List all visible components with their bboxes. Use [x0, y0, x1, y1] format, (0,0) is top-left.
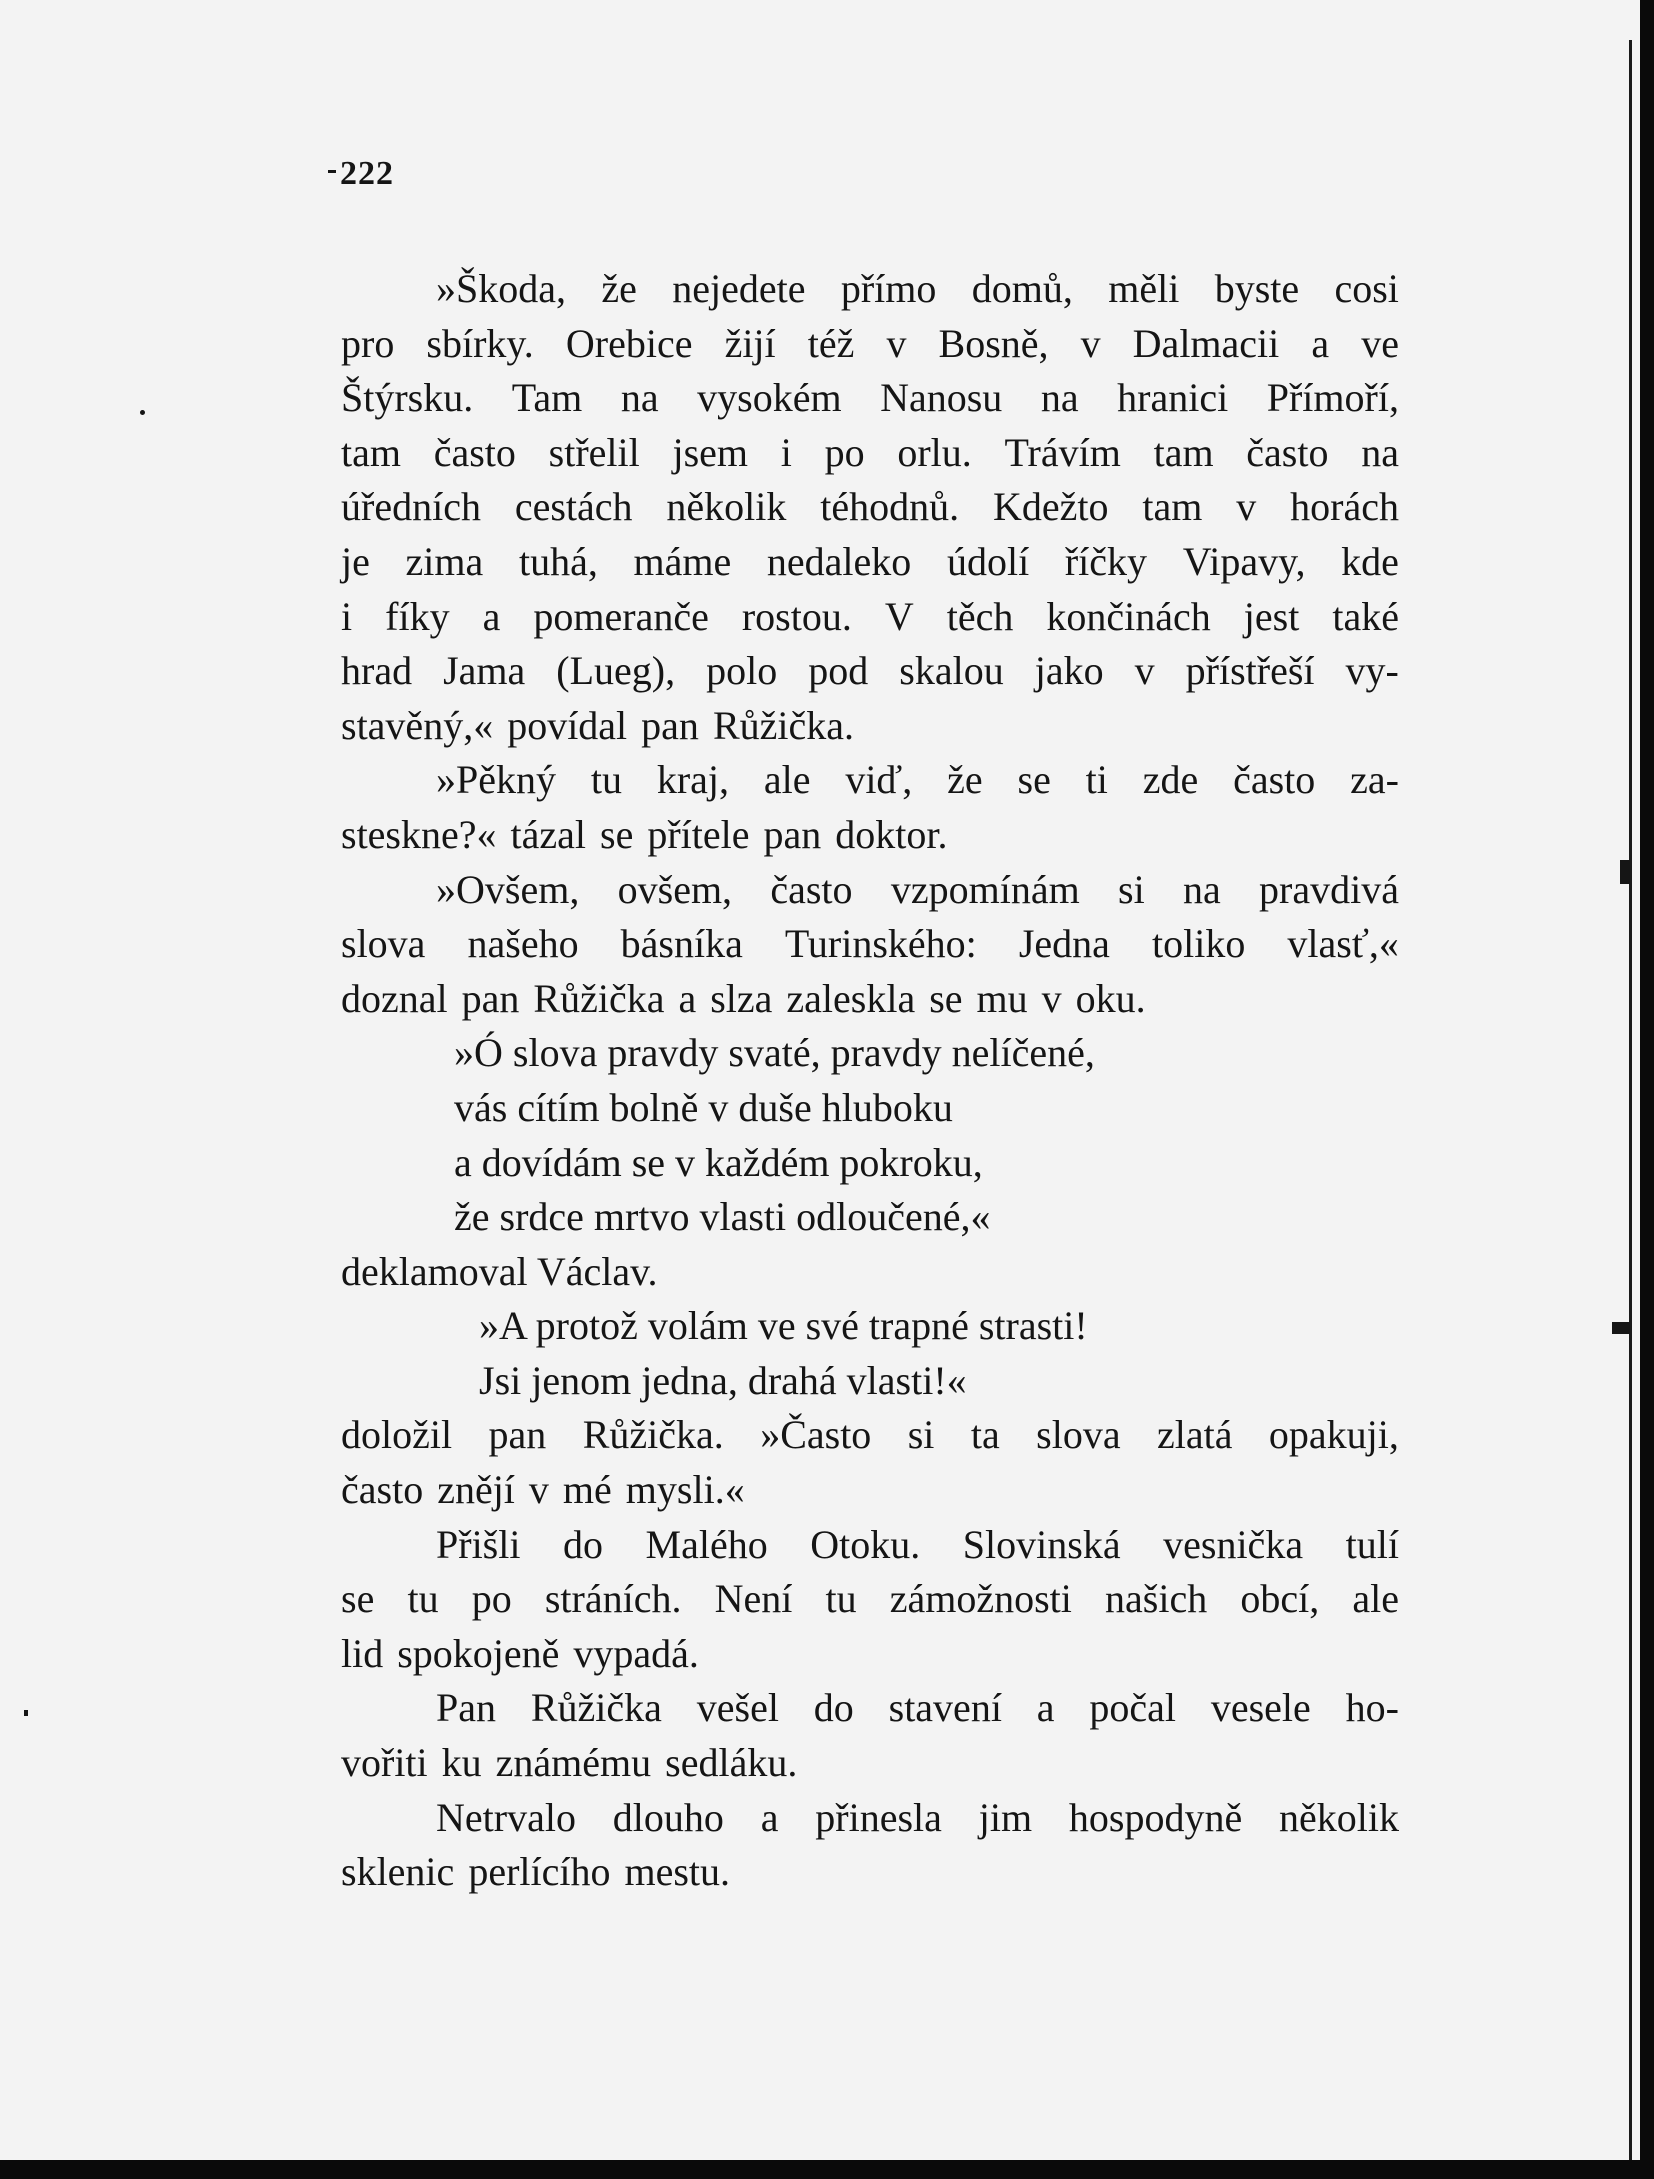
- word: tu: [407, 1576, 439, 1622]
- page-edge-line: [1629, 40, 1632, 2160]
- text-line: [341, 1791, 1399, 1846]
- word: se: [1017, 757, 1051, 803]
- word: perlícího: [468, 1849, 611, 1895]
- verse-line: »Ó slova pravdy svaté, pravdy nelíčené,: [454, 1030, 1095, 1076]
- page-number: 222: [340, 155, 394, 192]
- word: doznal: [341, 975, 448, 1021]
- word: pod: [808, 648, 869, 694]
- word: si: [1118, 866, 1145, 912]
- word: ale: [763, 757, 811, 803]
- word: je: [341, 538, 370, 584]
- word: hospodyně: [1068, 1794, 1243, 1840]
- word: tu: [590, 757, 622, 803]
- word: stavěný,«: [341, 702, 494, 748]
- word: v: [1080, 320, 1101, 366]
- word: zde: [1142, 757, 1199, 803]
- word: sedláku.: [665, 1740, 798, 1786]
- word: známému: [495, 1740, 652, 1786]
- word: Malého: [645, 1521, 768, 1567]
- verse-line: »A protož volám ve své trapné strasti!: [479, 1303, 1088, 1349]
- word: pro: [341, 320, 395, 366]
- word: tam: [341, 429, 401, 475]
- word: skalou: [899, 648, 1004, 694]
- word: hrad: [341, 648, 413, 694]
- word: ti: [1085, 757, 1108, 803]
- text-line: [341, 1572, 1399, 1627]
- word: ho-: [1345, 1685, 1399, 1731]
- word: střelil: [548, 429, 640, 475]
- word: tuhá,: [518, 538, 598, 584]
- word: končinách: [1046, 593, 1211, 639]
- word: pan: [641, 702, 699, 748]
- word: často: [433, 429, 516, 475]
- word: Bosně,: [938, 320, 1049, 366]
- word: ve: [1361, 320, 1399, 366]
- word: »Pěkný: [436, 757, 556, 803]
- paragraph-block-2: [341, 1408, 1399, 1899]
- body-text: [341, 262, 1399, 1900]
- word: často: [1233, 757, 1316, 803]
- paragraph-block-1: [341, 262, 1399, 1026]
- word: se: [341, 1576, 375, 1622]
- word: zlatá: [1157, 1412, 1233, 1458]
- word: též: [807, 320, 855, 366]
- word: přístřeší: [1185, 648, 1315, 694]
- word: »Ovšem,: [436, 866, 580, 912]
- word: i: [780, 429, 792, 475]
- text-line: [341, 1627, 1399, 1682]
- text-line: [341, 480, 1399, 535]
- word: toliko: [1152, 921, 1246, 967]
- word: Jama: [443, 648, 526, 694]
- word: měli: [1108, 266, 1180, 311]
- word: Netrvalo: [436, 1794, 576, 1840]
- word: pravdivá: [1259, 866, 1399, 912]
- word: téhodnů.: [820, 484, 960, 530]
- word: mu: [976, 975, 1028, 1021]
- word: Otoku.: [810, 1521, 921, 1567]
- word: často: [770, 866, 853, 912]
- word: že: [601, 266, 637, 311]
- word: Orebice: [565, 320, 693, 366]
- text-line: [341, 917, 1399, 972]
- text-line: [341, 1845, 1399, 1900]
- word: slova: [341, 921, 426, 967]
- word: vypadá.: [573, 1630, 699, 1676]
- word: jako: [1034, 648, 1104, 694]
- word: tázal: [510, 811, 587, 857]
- word: několik: [1279, 1794, 1399, 1840]
- word: po: [824, 429, 865, 475]
- word: obcí,: [1240, 1576, 1320, 1622]
- word: tulí: [1345, 1521, 1399, 1567]
- word: oku.: [1075, 975, 1146, 1021]
- word: v: [1236, 484, 1257, 530]
- word: Růžička: [530, 1685, 662, 1731]
- word: úředních: [341, 484, 481, 530]
- word: steskne?«: [341, 811, 497, 857]
- word: cestách: [514, 484, 633, 530]
- word: se: [600, 811, 634, 857]
- word: do: [563, 1521, 604, 1567]
- word: polo: [706, 648, 778, 694]
- word: povídal: [507, 702, 628, 748]
- word: slova: [1036, 1412, 1121, 1458]
- word: pan: [763, 811, 822, 857]
- word: si: [907, 1412, 935, 1458]
- verse-line: vás cítím bolně v duše hluboku: [454, 1084, 953, 1130]
- word: Dalmacii: [1132, 320, 1280, 366]
- margin-speck: [24, 1710, 28, 1716]
- text-line: [341, 1736, 1399, 1791]
- text-line: [341, 317, 1399, 372]
- word: byste: [1214, 266, 1300, 311]
- word: Trávím: [1004, 429, 1121, 475]
- margin-speck: [1620, 860, 1630, 884]
- word: kde: [1341, 538, 1399, 584]
- word: zima: [405, 538, 484, 584]
- word: vešel: [696, 1685, 779, 1731]
- text-line: [341, 1408, 1399, 1463]
- word: pan: [461, 975, 520, 1021]
- word: v: [886, 320, 907, 366]
- word: i: [341, 593, 353, 639]
- word: vesnička: [1163, 1521, 1304, 1567]
- word: pomeranče: [533, 593, 709, 639]
- word: a: [1311, 320, 1330, 366]
- word: opakuji,: [1268, 1412, 1399, 1458]
- word: Tam: [511, 375, 583, 421]
- word: Růžička: [533, 975, 665, 1021]
- word: do: [813, 1685, 854, 1731]
- word: »Často: [760, 1412, 872, 1458]
- word: a: [1036, 1685, 1055, 1731]
- word: tam: [1142, 484, 1203, 530]
- text-line: [341, 808, 1399, 863]
- word: jsem: [672, 429, 749, 475]
- text-line: [341, 1518, 1399, 1573]
- word: Vipavy,: [1182, 538, 1306, 584]
- verse-block-1: [341, 1026, 1399, 1244]
- word: několik: [666, 484, 787, 530]
- text-line: [341, 863, 1399, 918]
- word: jim: [978, 1794, 1033, 1840]
- word: fíky: [385, 593, 450, 639]
- word: ku: [441, 1740, 482, 1786]
- word: našich: [1105, 1576, 1208, 1622]
- word: cosi: [1334, 266, 1399, 311]
- word: jest: [1243, 593, 1300, 639]
- verse-block-2: [341, 1299, 1399, 1408]
- word: »Škoda,: [436, 266, 566, 311]
- word: znějí: [437, 1467, 515, 1513]
- word: domů,: [971, 266, 1073, 311]
- word: na: [620, 375, 659, 421]
- word: máme: [633, 538, 732, 584]
- word: mé: [562, 1467, 612, 1513]
- word: tam: [1153, 429, 1214, 475]
- text-line: [341, 1245, 1399, 1300]
- word: a: [760, 1794, 779, 1840]
- text-line: [341, 644, 1399, 699]
- word: za-: [1350, 757, 1399, 803]
- word: vesele: [1210, 1685, 1311, 1731]
- word: v: [1134, 648, 1155, 694]
- word: žijí: [724, 320, 776, 366]
- word: kraj,: [656, 757, 729, 803]
- word: říčky: [1064, 538, 1148, 584]
- text-line-content: deklamoval Václav.: [341, 1248, 658, 1294]
- word: vysokém: [697, 375, 842, 421]
- word: stráních.: [544, 1576, 682, 1622]
- text-line: [341, 426, 1399, 481]
- word: přímo: [840, 266, 937, 311]
- word: v: [1041, 975, 1062, 1021]
- word: slza: [710, 975, 773, 1021]
- word: ale: [1352, 1576, 1399, 1622]
- word: dlouho: [612, 1794, 724, 1840]
- verse-line: že srdce mrtvo vlasti odloučené,«: [454, 1194, 991, 1240]
- word: často: [1246, 429, 1329, 475]
- word: hranici: [1117, 375, 1229, 421]
- word: že: [947, 757, 983, 803]
- word: vořiti: [341, 1740, 428, 1786]
- word: vzpomínám: [890, 866, 1080, 912]
- word: spokojeně: [397, 1630, 560, 1676]
- margin-speck: [328, 170, 336, 173]
- text-line: [341, 753, 1399, 808]
- text-line: [341, 262, 1399, 317]
- word: zámožnosti: [889, 1576, 1072, 1622]
- text-line: [341, 535, 1399, 590]
- word: Přímoří,: [1266, 375, 1399, 421]
- word: Kdežto: [993, 484, 1109, 530]
- text-line: [341, 1681, 1399, 1736]
- word: přítele: [647, 811, 750, 857]
- word: rostou.: [741, 593, 852, 639]
- text-line: [341, 972, 1399, 1027]
- word: V: [884, 593, 914, 639]
- word: ovšem,: [617, 866, 733, 912]
- word: vlasť,«: [1287, 921, 1399, 967]
- word: sbírky.: [426, 320, 534, 366]
- word: mysli.«: [625, 1467, 745, 1513]
- text-line: [341, 590, 1399, 645]
- word: Turinského:: [784, 921, 977, 967]
- word: přinesla: [815, 1794, 942, 1840]
- word: doložil: [341, 1412, 453, 1458]
- word: a: [482, 593, 501, 639]
- word: (Lueg),: [556, 648, 676, 694]
- word: často: [341, 1467, 424, 1513]
- word: vy-: [1345, 648, 1399, 694]
- word: se: [929, 975, 963, 1021]
- word: našeho: [467, 921, 579, 967]
- word: počal: [1089, 1685, 1177, 1731]
- word: nedaleko: [766, 538, 912, 584]
- word: v: [528, 1467, 549, 1513]
- word: také: [1332, 593, 1399, 639]
- word: Štýrsku.: [341, 375, 474, 421]
- word: mestu.: [624, 1849, 731, 1895]
- word: po: [471, 1576, 512, 1622]
- text-line: [341, 1463, 1399, 1518]
- word: stavení: [888, 1685, 1002, 1731]
- word: Přišli: [436, 1521, 521, 1567]
- word: básníka: [620, 921, 743, 967]
- word: Slovinská: [962, 1521, 1121, 1567]
- word: na: [1361, 429, 1399, 475]
- word: tu: [825, 1576, 857, 1622]
- verse-line: Jsi jenom jedna, drahá vlasti!«: [479, 1357, 967, 1403]
- word: viď,: [845, 757, 913, 803]
- word: ta: [970, 1412, 1000, 1458]
- word: Nanosu: [880, 375, 1003, 421]
- margin-speck: [140, 410, 145, 415]
- word: na: [1182, 866, 1221, 912]
- word: na: [1040, 375, 1079, 421]
- word: doktor.: [835, 811, 948, 857]
- word: orlu.: [897, 429, 972, 475]
- word: a: [678, 975, 697, 1021]
- word: Růžička.: [582, 1412, 724, 1458]
- word: pan: [488, 1412, 547, 1458]
- word: údolí: [946, 538, 1030, 584]
- word: Pan: [436, 1685, 496, 1731]
- word: Jedna: [1018, 921, 1110, 967]
- word: lid: [341, 1630, 384, 1676]
- text-line: [341, 699, 1399, 754]
- word: nejedete: [672, 266, 806, 311]
- word: horách: [1290, 484, 1399, 530]
- word: Růžička.: [712, 702, 854, 748]
- word: zaleskla: [786, 975, 916, 1021]
- word: sklenic: [341, 1849, 455, 1895]
- scan-border-right: [1640, 0, 1654, 2179]
- margin-speck: [1612, 1322, 1630, 1334]
- text-line: [341, 371, 1399, 426]
- word: Není: [714, 1576, 793, 1622]
- verse-line: a dovídám se v každém pokroku,: [454, 1139, 983, 1185]
- word: těch: [946, 593, 1014, 639]
